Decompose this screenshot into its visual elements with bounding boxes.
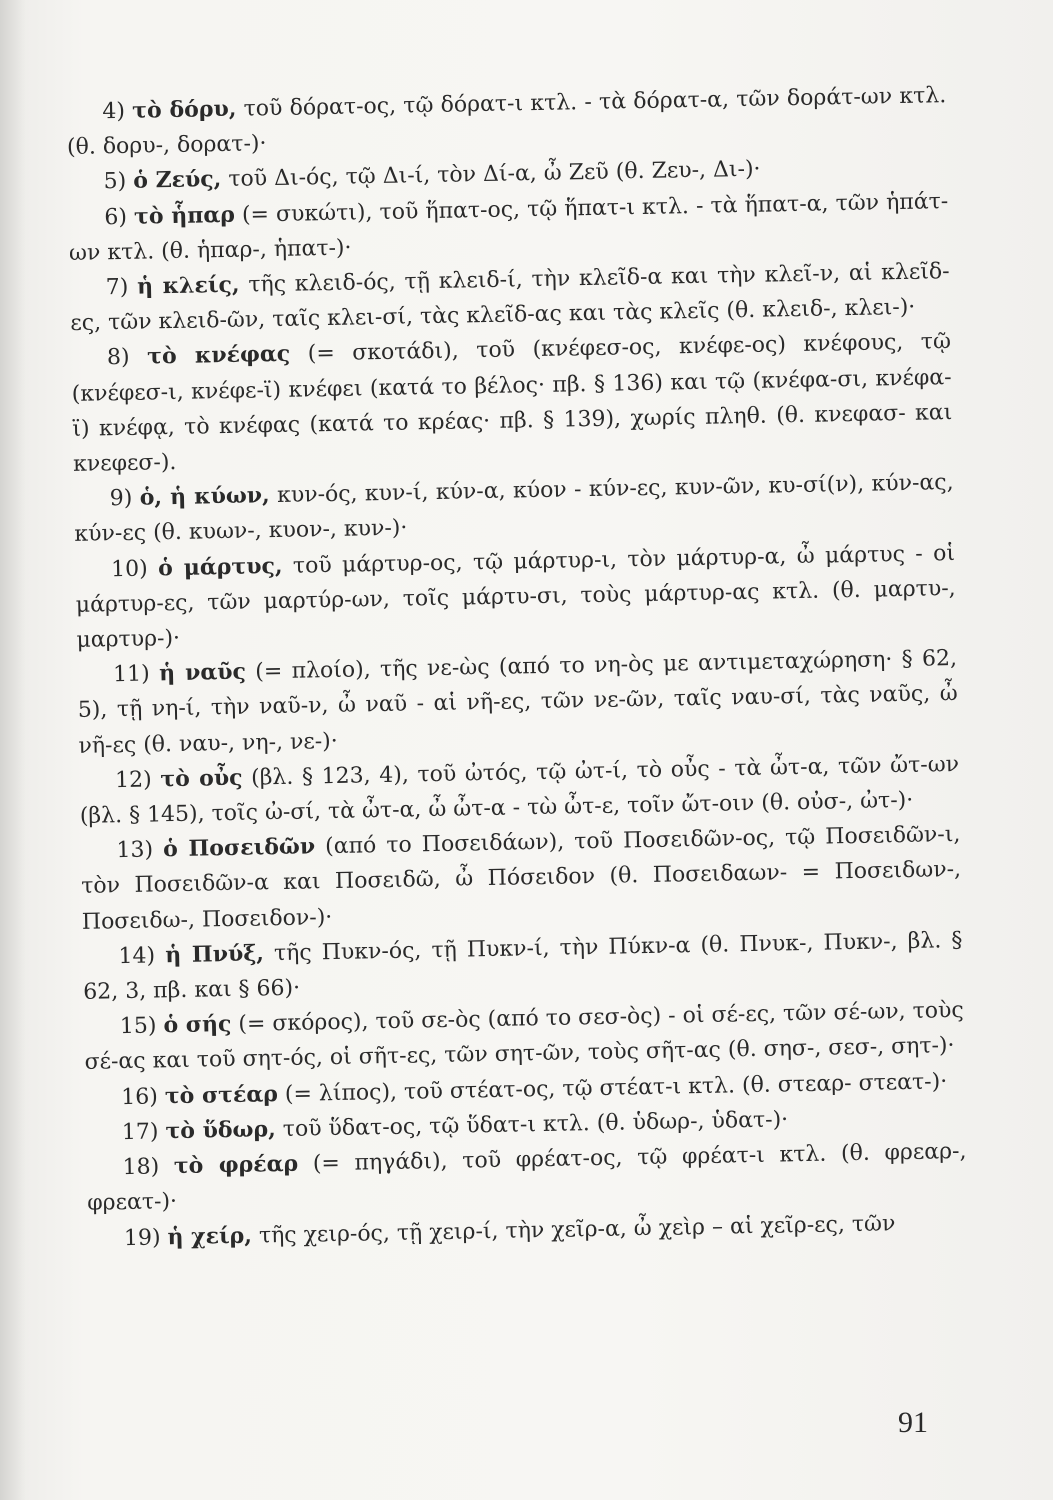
entry-number: 19) <box>123 1224 161 1251</box>
entry-text: τῆς Πυκν-ός, τῇ Πυκν-ί, τὴν Πύκν-α (θ. Πνυκ-, Πυκν-, βλ. § 62, 3, πβ. και § 66)· <box>82 927 963 1005</box>
entry-number: 13) <box>116 837 154 864</box>
entry-text: (= συκώτι), τοῦ ἥπατ-ος, τῷ ἥπατ-ι κτλ. - τὰ ἥπατ-α, τῶν ἡπάτ-ων κτλ. (θ. ἡπαρ-, ἡπατ-)· <box>68 188 949 266</box>
page-number: 91 <box>898 1406 928 1439</box>
page-gutter-shadow <box>0 0 26 1500</box>
entry-10 <box>75 536 957 658</box>
entry-number: 6) <box>104 204 128 230</box>
entry-13 <box>80 817 962 939</box>
entry-number: 17) <box>121 1119 159 1146</box>
entry-text: τοῦ ὕδατ-ος, τῷ ὕδατ-ι κτλ. (θ. ὑδωρ-, ὑδατ-)· <box>275 1107 789 1143</box>
entry-text: τῆς χειρ-ός, τῇ χειρ-ί, τὴν χεῖρ-α, ὦ χεὶρ – αἱ χεῖρ-ες, τῶν <box>251 1210 896 1249</box>
entry-text: (= πηγάδι), τοῦ φρέατ-ος, τῷ φρέατ-ι κτλ. (θ. φρεαρ-, φρεατ-)· <box>87 1139 967 1217</box>
entry-headword: ὁ Ζεύς, <box>133 166 222 195</box>
entry-text: (βλ. § 123, 4), τοῦ ὠτός, τῷ ὠτ-ί, τὸ οὖς - τὰ ὦτ-α, τῶν ὤτ-ων (βλ. § 145), τοῖς ὠ-σί, τὰ ὦτ-α, ὦ ὦτ-α - τὼ ὦτ-ε, τοῖν ὤτ-οιν (θ. οὐσ-, ὠτ-)· <box>79 751 960 829</box>
entry-number: 4) <box>102 98 126 125</box>
entry-text: τοῦ Δι-ός, τῷ Δι-ί, τὸν Δί-α, ὦ Ζεῦ (θ. Ζευ-, Δι-)· <box>221 157 761 193</box>
entry-text: τοῦ δόρατ-ος, τῷ δόρατ-ι κτλ. - τὰ δόρατ-α, τῶν δοράτ-ων κτλ. (θ. δορυ-, δορατ-)· <box>66 83 947 161</box>
entry-headword: τὸ δόρυ, <box>131 95 237 124</box>
entry-headword: ὁ σής <box>163 1011 232 1039</box>
entry-number: 8) <box>106 345 130 371</box>
entry-number: 16) <box>121 1084 159 1110</box>
entry-text: (= σκοτάδι), τοῦ (κνέφεσ-ος, κνέφε-ος) κνέφους, τῷ (κνέφεσ-ι, κνέφε-ϊ) κνέφει (κατά το βέλος· πβ. § 136) και τῷ (κνέφα-σι, κνέφα-ϊ) κνέφᾳ, τὸ κνέφας (κατά το κρέας· πβ. § 139), χωρίς πληθ. (θ. κνεφασ- και κνεφεσ-). <box>71 329 953 477</box>
entry-number: 10) <box>110 556 148 582</box>
entry-headword: ὁ, ἡ κύων, <box>139 482 270 511</box>
entry-headword: ὁ Ποσειδῶν <box>162 833 316 863</box>
entry-headword: ἡ κλείς, <box>136 271 240 300</box>
entry-headword: τὸ κνέφας <box>146 341 291 370</box>
entry-headword: ἡ Πνύξ, <box>164 940 265 969</box>
entry-headword: ἡ χείρ, <box>167 1222 253 1250</box>
entry-number: 9) <box>109 486 133 512</box>
entry-number: 5) <box>103 169 127 195</box>
entry-headword: ὁ μάρτυς, <box>157 552 283 581</box>
entry-text: (= σκόρος), τοῦ σε-ὸς (από το σεσ-ὸς) - οἱ σέ-ες, τῶν σέ-ων, τοὺς σέ-ας και τοῦ σητ-ός, οἱ σῆτ-ες, τῶν σητ-ῶν, τοὺς σῆτ-ας (θ. σησ-, σεσ-, σητ-)· <box>84 998 964 1076</box>
entry-text: (από το Ποσειδάων), τοῦ Ποσειδῶν-ος, τῷ Ποσειδῶν-ι, τὸν Ποσειδῶν-α και Ποσειδῶ, ὦ Πόσειδον (θ. Ποσειδαων- = Ποσειδων-, Ποσειδω-, Ποσειδον-)· <box>80 822 962 935</box>
entry-number: 15) <box>119 1013 157 1040</box>
entry-headword: τὸ οὖς <box>160 764 243 793</box>
entry-headword: τὸ ἧπαρ <box>133 201 236 230</box>
entry-text: τῆς κλειδ-ός, τῇ κλειδ-ί, τὴν κλεῖδ-α και τὴν κλεῖ-ν, αἱ κλεῖδ-ες, τῶν κλειδ-ῶν, ταῖς κλει-σί, τὰς κλεῖδ-ας και τὰς κλεῖς (θ. κλειδ-, κλει-)· <box>70 259 950 337</box>
entry-11 <box>77 641 959 763</box>
entry-number: 12) <box>114 767 152 794</box>
entry-text: κυν-ός, κυν-ί, κύν-α, κύον - κύν-ες, κυν-ῶν, κυ-σί(ν), κύν-ας, κύν-ες (θ. κυων-, κυον-, κυν-)· <box>74 470 954 548</box>
entry-text: τοῦ μάρτυρ-ος, τῷ μάρτυρ-ι, τὸν μάρτυρ-α, ὦ μάρτυς - οἱ μάρτυρ-ες, τῶν μαρτύρ-ων, τοῖς μάρτυ-σι, τοὺς μάρτυρ-ας κτλ. (θ. μαρτυ-, μαρτυρ-)· <box>75 540 956 653</box>
entry-headword: τὸ ὕδωρ, <box>165 1116 277 1145</box>
entry-number: 18) <box>122 1154 160 1181</box>
entry-8 <box>71 324 954 482</box>
entry-text: (= λίπος), τοῦ στέατ-ος, τῷ στέατ-ι κτλ. (θ. στεαρ- στεατ-)· <box>277 1068 948 1107</box>
page-body <box>66 78 968 1256</box>
entry-number: 14) <box>118 943 156 970</box>
entry-headword: ἡ ναῦς <box>158 658 247 687</box>
entry-number: 11) <box>112 661 150 688</box>
entry-headword: τὸ φρέαρ <box>173 1150 299 1180</box>
entry-text: (= πλοίο), τῆς νε-ὼς (από το νη-ὸς με αντιμεταχώρηση· § 62, 5), τῇ νη-ί, τὴν ναῦ-ν, ὦ ναῦ - αἱ νῆ-ες, τῶν νε-ῶν, ταῖς ναυ-σί, τὰς ναῦς, ὦ νῆ-ες (θ. ναυ-, νη-, νε-)· <box>77 646 958 759</box>
entry-headword: τὸ στέαρ <box>164 1080 279 1109</box>
entry-number: 7) <box>105 274 129 301</box>
